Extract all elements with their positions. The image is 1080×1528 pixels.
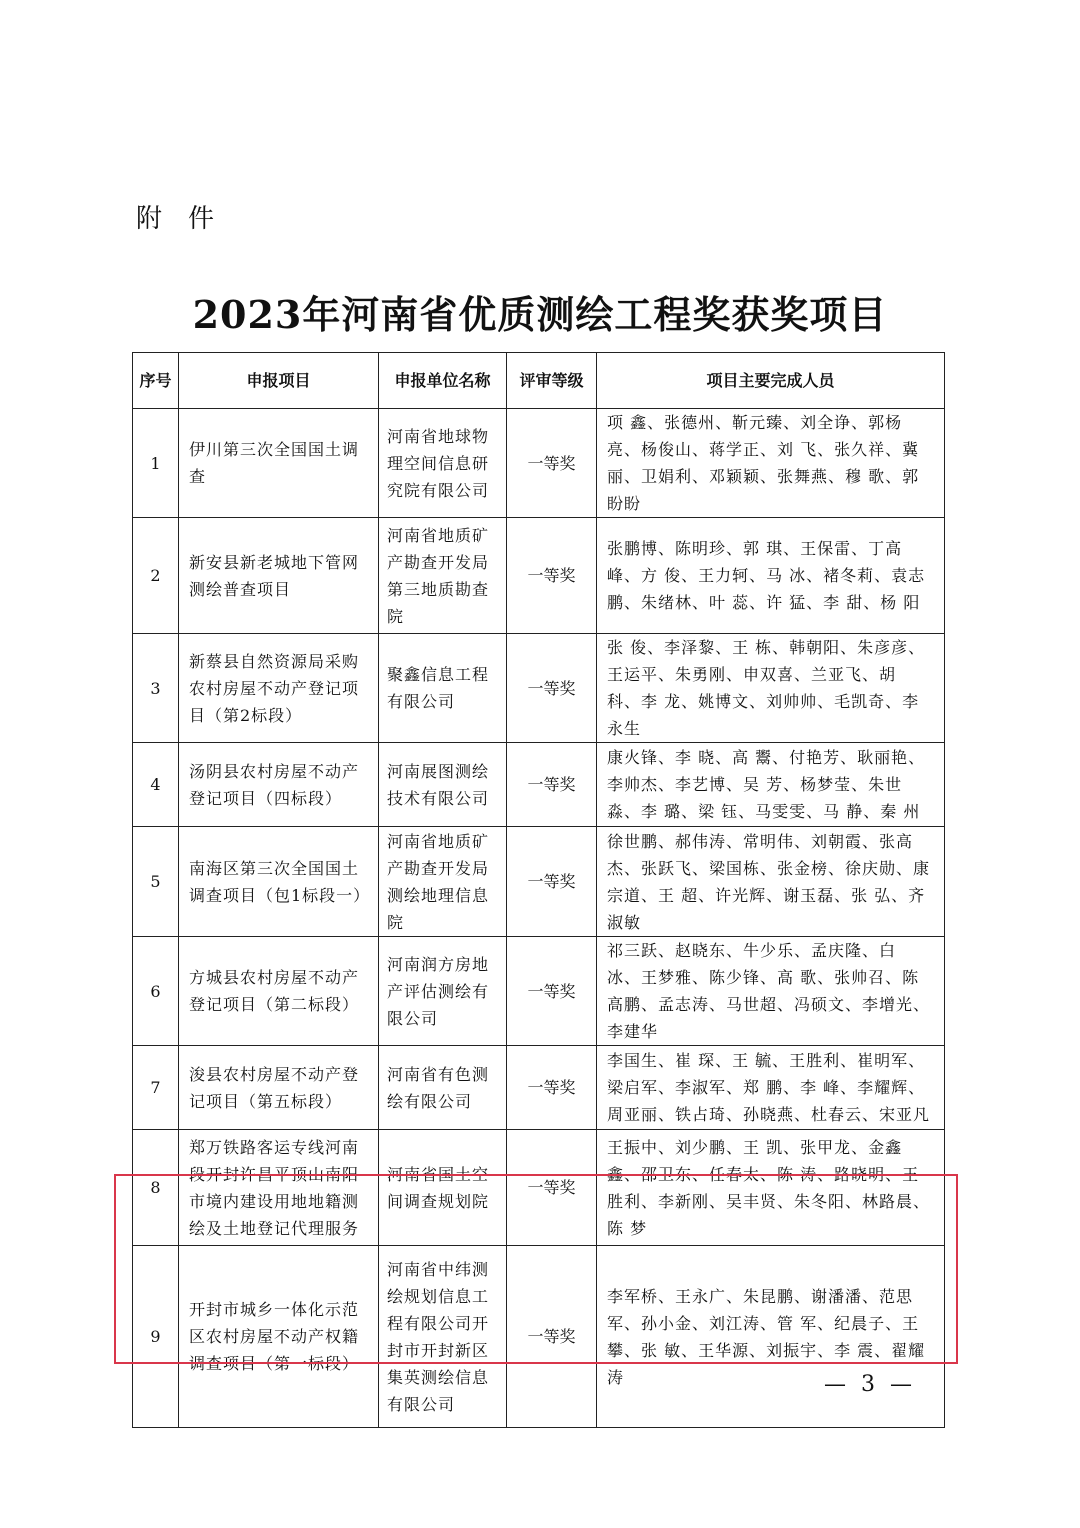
page-title: 2023年河南省优质测绘工程奖获奖项目 <box>192 292 888 337</box>
row-seq: 9 <box>133 1246 179 1428</box>
table-header-row <box>133 353 945 409</box>
row-unit: 河南省中纬测绘规划信息工程有限公司开封市开封新区集英测绘信息有限公司 <box>379 1246 507 1428</box>
row-unit: 河南省国土空间调查规划院 <box>379 1130 507 1246</box>
table-row <box>133 827 945 937</box>
row-unit: 河南省有色测绘有限公司 <box>379 1046 507 1130</box>
row-people: 李国生、崔 琛、王 毓、王胜利、崔明军、梁启军、李淑军、郑 鹏、李 峰、李耀辉、周亚丽、铁占琦、孙晓燕、杜春云、宋亚凡 <box>597 1046 945 1130</box>
table-row <box>133 518 945 634</box>
row-project: 伊川第三次全国国土调查 <box>179 409 379 518</box>
row-seq: 1 <box>133 409 179 518</box>
row-grade: 一等奖 <box>507 409 597 518</box>
header-seq: 序号 <box>133 353 179 409</box>
row-seq: 7 <box>133 1046 179 1130</box>
row-people: 王振中、刘少鹏、王 凯、张甲龙、金鑫鑫、邵卫东、任春太、陈 涛、路晓明、王胜利、李新刚、吴丰贤、朱冬阳、林路晨、陈 梦 <box>597 1130 945 1246</box>
row-people: 康火锋、李 晓、高 鬻、付艳芳、耿丽艳、李帅杰、李艺博、吴 芳、杨梦莹、朱世淼、李 璐、梁 钰、马雯雯、马 静、秦 州 <box>597 743 945 827</box>
row-grade: 一等奖 <box>507 937 597 1046</box>
row-project: 浚县农村房屋不动产登记项目（第五标段） <box>179 1046 379 1130</box>
header-unit: 申报单位名称 <box>379 353 507 409</box>
table-row <box>133 1046 945 1130</box>
table-row <box>133 937 945 1046</box>
row-project: 新安县新老城地下管网测绘普查项目 <box>179 518 379 634</box>
row-grade: 一等奖 <box>507 1046 597 1130</box>
table-row <box>133 409 945 518</box>
row-project: 新蔡县自然资源局采购农村房屋不动产登记项目（第2标段） <box>179 634 379 743</box>
row-seq: 3 <box>133 634 179 743</box>
row-seq: 8 <box>133 1130 179 1246</box>
header-grade: 评审等级 <box>507 353 597 409</box>
row-people: 祁三跃、赵晓东、牛少乐、孟庆隆、白 冰、王梦雅、陈少锋、高 歌、张帅召、陈高鹏、孟志涛、马世超、冯硕文、李增光、李建华 <box>597 937 945 1046</box>
row-grade: 一等奖 <box>507 634 597 743</box>
row-grade: 一等奖 <box>507 743 597 827</box>
row-project: 方城县农村房屋不动产登记项目（第二标段） <box>179 937 379 1046</box>
row-unit: 河南展图测绘技术有限公司 <box>379 743 507 827</box>
row-people: 李军桥、王永广、朱昆鹏、谢潘潘、范思军、孙小金、刘江涛、管 军、纪晨子、王 攀、张 敏、王华源、刘振宇、李 震、翟耀涛 <box>597 1246 945 1428</box>
row-grade: 一等奖 <box>507 827 597 937</box>
header-people: 项目主要完成人员 <box>597 353 945 409</box>
highlight-box <box>114 1174 958 1364</box>
row-unit: 聚鑫信息工程有限公司 <box>379 634 507 743</box>
row-seq: 5 <box>133 827 179 937</box>
row-people: 张 俊、李泽黎、王 栋、韩朝阳、朱彦彦、王运平、朱勇刚、申双喜、兰亚飞、胡 科、李 龙、姚博文、刘帅帅、毛凯奇、李永生 <box>597 634 945 743</box>
row-seq: 2 <box>133 518 179 634</box>
row-unit: 河南省地质矿产勘查开发局测绘地理信息院 <box>379 827 507 937</box>
header-project: 申报项目 <box>179 353 379 409</box>
attachment-label: 附件 <box>136 204 241 234</box>
row-seq: 4 <box>133 743 179 827</box>
row-grade: 一等奖 <box>507 1246 597 1428</box>
table-row <box>133 634 945 743</box>
row-grade: 一等奖 <box>507 1130 597 1246</box>
row-project: 开封市城乡一体化示范区农村房屋不动产权籍调查项目（第一标段） <box>179 1246 379 1428</box>
row-unit: 河南润方房地产评估测绘有限公司 <box>379 937 507 1046</box>
table-row <box>133 743 945 827</box>
page-number: — 3 — <box>824 1372 916 1397</box>
row-seq: 6 <box>133 937 179 1046</box>
row-project: 南海区第三次全国国土调查项目（包1标段一） <box>179 827 379 937</box>
row-grade: 一等奖 <box>507 518 597 634</box>
row-unit: 河南省地球物理空间信息研究院有限公司 <box>379 409 507 518</box>
row-people: 徐世鹏、郝伟涛、常明伟、刘朝霞、张高杰、张跃飞、梁国栋、张金榜、徐庆勋、康宗道、王 超、许光辉、谢玉磊、张 弘、齐淑敏 <box>597 827 945 937</box>
row-project: 汤阴县农村房屋不动产登记项目（四标段） <box>179 743 379 827</box>
row-people: 张鹏博、陈明珍、郭 琪、王保雷、丁高峰、方 俊、王力轲、马 冰、褚冬莉、袁志鹏、朱绪林、叶 蕊、许 猛、李 甜、杨 阳 <box>597 518 945 634</box>
row-unit: 河南省地质矿产勘查开发局第三地质勘查院 <box>379 518 507 634</box>
row-project: 郑万铁路客运专线河南段开封许昌平顶山南阳市境内建设用地地籍测绘及土地登记代理服务 <box>179 1130 379 1246</box>
row-people: 项 鑫、张德州、靳元臻、刘全诤、郭杨亮、杨俊山、蒋学正、刘 飞、张久祥、冀 丽、卫娟利、邓颖颖、张舞燕、穆 歌、郭盼盼 <box>597 409 945 518</box>
